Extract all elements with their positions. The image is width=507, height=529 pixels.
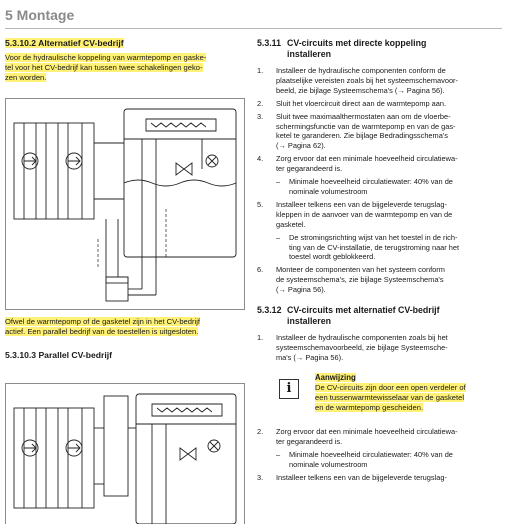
hydraulic-schematic-parallel [5,383,245,524]
list-item: 6. Monteer de componenten van het systeem conform de systeemschema's, zie bijlage Systeemschema's (→ Pagina 56). [257,265,445,295]
info-icon: i [279,379,299,399]
schematic-drawing-1 [6,99,244,309]
list-item: 2. Sluit het vloercircuit direct aan de warmtepomp aan. [257,98,447,108]
list-item: 1. Installeer de hydraulische componenten zoals bij het systeemschemavoorbeeld, zie bijlage Systeemsche- ma's (→ Pagina 56). [257,333,448,362]
figure-caption: Ofwel de warmtepomp of de gasketel zijn in het CV-bedrijf actief. Een parallel bedrijf van de toestellen is uitgesloten. [5,316,201,336]
section-heading-parallel: 5.3.10.3 Parallel CV-bedrijf [5,350,112,361]
list-item: 4. Zorg ervoor dat een minimale hoeveelheid circulatiewa- ter gegarandeerd is. [257,154,458,174]
sub-item: – Minimale hoeveelheid circulatiewater: 40% van de nominale volumestroom [276,450,453,470]
sub-item: – Minimale hoeveelheid circulatiewater: 40% van de nominale volumestroom [276,177,453,196]
section-heading-5-3-12: 5.3.12 CV-circuits met alternatief CV-bedrijf installeren [257,305,440,327]
section-heading-alternatief: 5.3.10.2 Alternatief CV-bedrijf [5,38,124,48]
list-item: 2. Zorg ervoor dat een minimale hoeveelheid circulatiewa- ter gegarandeerd is. [257,427,458,447]
page-header [5,6,502,29]
right-column [257,38,501,486]
chapter-title: 5 Montage [5,7,75,23]
left-column [5,38,243,524]
note-box: i Aanwijzing De CV-circuits zijn door een open verdeler of een tussenwarmtewisselaar van de gasketel en de warmtepomp gescheiden. [257,373,501,414]
list-item: 3. Installeer telkens een van de bijgeleverde terugslag- [257,472,447,482]
steps-list-continued [257,427,501,483]
list-item: 5. Installeer telkens een van de bijgeleverde terugslag- kleppen in de aanvoer van de warmtepomp en van de gasketel. [257,199,453,229]
steps-list-5-3-12 [257,333,501,363]
list-item: 3. Sluit twee maximaalthermostaten aan om de vloerbe- schermingsfunctie van de warmtepomp en van de gas- ketel te garanderen. Zie bijlage Bedradingsschema's (→ Pagina 62). [257,111,456,151]
hydraulic-schematic-alternating [5,98,245,310]
section-heading-5-3-11: 5.3.11 CV-circuits met directe koppeling installeren [257,38,427,59]
list-item: 1. Installeer de hydraulische componenten conform de plaatselijke vereisten zoals bij het systeemschemavoor- beeld, zie bijlage Systeemschema's (→ Pagina 56). [257,66,458,95]
sub-item: – De stromingsrichting wijst van het toestel in de rich- ting van de CV-installatie, de terugstroming naar het toestel wordt geblokkeerd. [276,232,460,262]
steps-list-5-3-11 [257,66,501,295]
note-title: Aanwijzing [315,372,356,382]
intro-paragraph: Voor de hydraulische koppeling van warmtepomp en gaske- tel voor het CV-bedrijf kan tussen twee schakelingen geko- zen worden. [5,53,207,83]
schematic-drawing-2 [6,384,244,524]
